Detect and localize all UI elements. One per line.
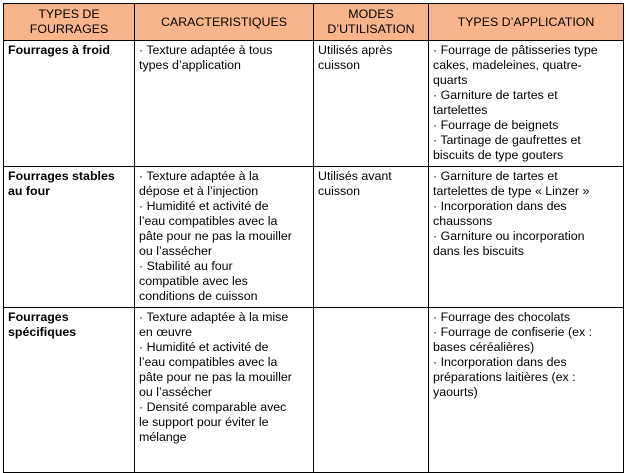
cell-characteristics: [135, 41, 314, 167]
applications-line: · Garniture de tartes et: [433, 169, 558, 183]
cell-type: [4, 308, 135, 473]
cell-type: [4, 167, 135, 308]
header-label-characteristics: CARACTERISTIQUES: [161, 14, 287, 29]
characteristics-line: le support pour éviter le: [139, 415, 269, 429]
header-cell-usage: [314, 4, 429, 41]
type-line: Fourrages: [8, 310, 69, 324]
cell-characteristics: [135, 167, 314, 308]
usage-line: cuisson: [318, 184, 361, 198]
header-row: [4, 4, 624, 41]
type-line: Fourrages à froid: [8, 43, 110, 57]
applications-line: · Fourrage de pâtisseries type: [433, 43, 598, 57]
applications-line: yaourts): [433, 385, 478, 399]
characteristics-line: l’eau compatibles avec la: [139, 355, 278, 369]
type-line: Fourrages stables: [8, 169, 115, 183]
characteristics-line: mélange: [139, 430, 187, 444]
fillings-table: [3, 3, 624, 473]
applications-line: · Tartinage de gaufrettes et: [433, 133, 581, 147]
characteristics-line: · Humidité et activité de: [139, 199, 269, 213]
characteristics-line: ou l’assécher: [139, 385, 213, 399]
characteristics-line: · Densité comparable avec: [139, 400, 287, 414]
applications-line: · Garniture ou incorporation: [433, 229, 585, 243]
cell-applications: [429, 41, 624, 167]
applications-line: préparations laitières (ex :: [433, 370, 576, 384]
usage-line: Utilisés après: [318, 43, 393, 57]
applications-line: tartelettes: [433, 103, 488, 117]
cell-usage: [314, 308, 429, 473]
characteristics-line: ou l’assécher: [139, 244, 213, 258]
type-line: spécifiques: [8, 325, 77, 339]
characteristics-line: dépose et à l’injection: [139, 184, 259, 198]
applications-line: · Fourrage de confiserie (ex :: [433, 325, 593, 339]
characteristics-line: · Stabilité au four: [139, 259, 233, 273]
characteristics-line: pâte pour ne pas la mouiller: [139, 229, 292, 243]
cell-applications: [429, 308, 624, 473]
applications-line: quarts: [433, 73, 468, 87]
characteristics-line: types d’application: [139, 58, 241, 72]
header-label-applications: TYPES D’APPLICATION: [457, 14, 595, 29]
header-label-usage: MODES D’UTILISATION: [327, 7, 415, 36]
applications-line: cakes, madeleines, quatre-: [433, 58, 582, 72]
header-cell-characteristics: [135, 4, 314, 41]
characteristics-line: pâte pour ne pas la mouiller: [139, 370, 292, 384]
table-row: [4, 308, 624, 473]
applications-line: · Garniture de tartes et: [433, 88, 558, 102]
table-row: [4, 41, 624, 167]
header-label-type: TYPES DE FOURRAGES: [29, 7, 109, 36]
cell-characteristics: [135, 308, 314, 473]
characteristics-line: compatible avec les: [139, 274, 248, 288]
characteristics-line: en œuvre: [139, 325, 193, 339]
applications-line: · Fourrage de beignets: [433, 118, 559, 132]
applications-line: tartelettes de type « Linzer »: [433, 184, 590, 198]
characteristics-line: l’eau compatibles avec la: [139, 214, 278, 228]
characteristics-line: · Texture adaptée à la: [139, 169, 259, 183]
applications-line: · Incorporation dans des: [433, 199, 567, 213]
cell-applications: [429, 167, 624, 308]
cell-usage: [314, 167, 429, 308]
characteristics-line: · Texture adaptée à la mise: [139, 310, 289, 324]
applications-line: dans les biscuits: [433, 244, 524, 258]
cell-type: [4, 41, 135, 167]
characteristics-line: · Texture adaptée à tous: [139, 43, 273, 57]
cell-usage: [314, 41, 429, 167]
type-line: au four: [8, 184, 50, 198]
applications-line: · Fourrage des chocolats: [433, 310, 571, 324]
header-cell-type: [4, 4, 135, 41]
applications-line: bases céréalières): [433, 340, 535, 354]
applications-line: biscuits de type gouters: [433, 148, 564, 162]
header-cell-applications: [429, 4, 624, 41]
applications-line: chaussons: [433, 214, 493, 228]
characteristics-line: · Humidité et activité de: [139, 340, 269, 354]
usage-line: cuisson: [318, 58, 361, 72]
usage-line: Utilisés avant: [318, 169, 392, 183]
table-row: [4, 167, 624, 308]
applications-line: · Incorporation dans des: [433, 355, 567, 369]
characteristics-line: conditions de cuisson: [139, 289, 258, 303]
